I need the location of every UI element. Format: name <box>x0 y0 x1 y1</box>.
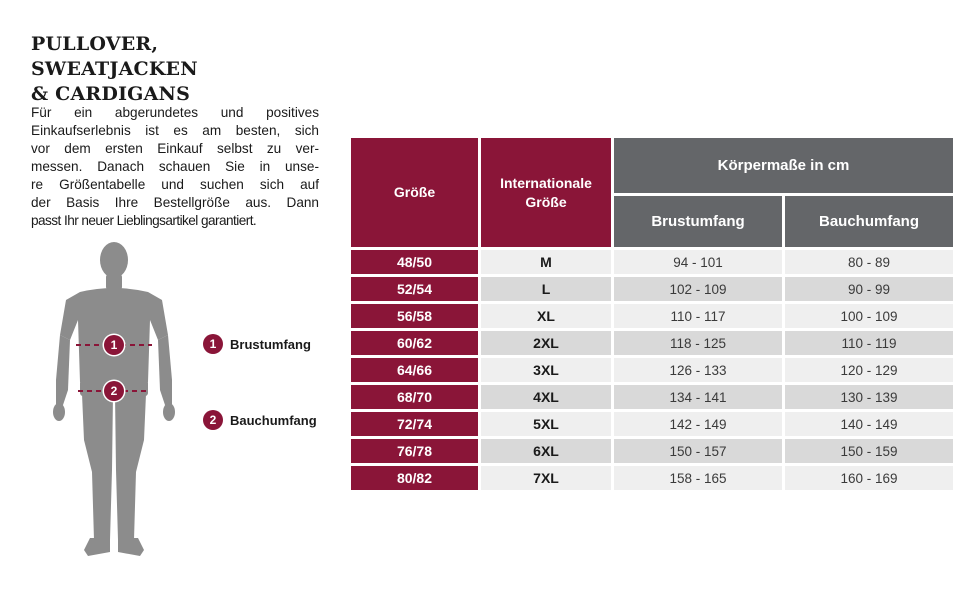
legend-label: Bauchumfang <box>230 412 317 428</box>
legend-marker: 2 <box>203 410 223 430</box>
cell-brustumfang: 134 - 141 <box>614 385 782 409</box>
cell-brustumfang: 150 - 157 <box>614 439 782 463</box>
cell-size: 76/78 <box>351 439 478 463</box>
table-row <box>351 277 953 301</box>
page-title-line-1: PULLOVER, SWEATJACKEN <box>31 33 198 80</box>
legend-marker: 1 <box>203 334 223 354</box>
intro-line: Für ein abgerundetes und positives <box>31 105 319 120</box>
measurement-figure <box>40 240 190 580</box>
cell-size: 64/66 <box>351 358 478 382</box>
cell-size: 72/74 <box>351 412 478 436</box>
cell-size: 80/82 <box>351 466 478 490</box>
cell-brustumfang: 126 - 133 <box>614 358 782 382</box>
cell-bauchumfang: 110 - 119 <box>785 331 953 355</box>
table-row <box>351 358 953 382</box>
cell-bauchumfang: 130 - 139 <box>785 385 953 409</box>
cell-bauchumfang: 90 - 99 <box>785 277 953 301</box>
cell-bauchumfang: 100 - 109 <box>785 304 953 328</box>
intro-line: der Basis Ihre Bestellgröße aus. Dann <box>31 195 319 210</box>
header-intl-line-2: Größe <box>525 193 567 210</box>
cell-brustumfang: 102 - 109 <box>614 277 782 301</box>
cell-bauchumfang: 150 - 159 <box>785 439 953 463</box>
intro-line: vor dem ersten Einkauf selbst zu ver- <box>31 141 319 156</box>
legend-label: Brustumfang <box>230 336 311 352</box>
intro-text <box>31 104 319 230</box>
cell-intl-size: 5XL <box>481 412 611 436</box>
table-row <box>351 250 953 274</box>
table-row <box>351 466 953 490</box>
figure-marker-bauch: 2 <box>104 381 124 401</box>
cell-intl-size: L <box>481 277 611 301</box>
cell-intl-size: 6XL <box>481 439 611 463</box>
cell-size: 68/70 <box>351 385 478 409</box>
page-title-line-2: & CARDIGANS <box>31 83 191 105</box>
legend-item-bauchumfang <box>203 410 317 430</box>
header-bauchumfang: Bauchumfang <box>785 196 953 247</box>
cell-size: 56/58 <box>351 304 478 328</box>
table-row <box>351 304 953 328</box>
intro-line: passt Ihr neuer Lieblingsartikel garantiert. <box>31 213 257 228</box>
cell-bauchumfang: 140 - 149 <box>785 412 953 436</box>
legend-item-brustumfang <box>203 334 311 354</box>
cell-bauchumfang: 80 - 89 <box>785 250 953 274</box>
cell-bauchumfang: 160 - 169 <box>785 466 953 490</box>
cell-brustumfang: 142 - 149 <box>614 412 782 436</box>
size-table <box>348 135 956 493</box>
cell-bauchumfang: 120 - 129 <box>785 358 953 382</box>
header-internationale-groesse <box>481 138 611 247</box>
header-koerpermasse: Körpermaße in cm <box>614 138 953 193</box>
header-brustumfang: Brustumfang <box>614 196 782 247</box>
human-silhouette-icon <box>40 240 190 580</box>
header-intl-line-1: Internationale <box>500 174 592 191</box>
header-groesse: Größe <box>351 138 478 247</box>
figure-marker-brust: 1 <box>104 335 124 355</box>
table-row <box>351 385 953 409</box>
cell-size: 60/62 <box>351 331 478 355</box>
cell-intl-size: 7XL <box>481 466 611 490</box>
page-title <box>31 32 331 107</box>
cell-intl-size: 4XL <box>481 385 611 409</box>
table-row <box>351 439 953 463</box>
cell-size: 48/50 <box>351 250 478 274</box>
cell-size: 52/54 <box>351 277 478 301</box>
cell-brustumfang: 110 - 117 <box>614 304 782 328</box>
intro-line: messen. Danach schauen Sie in unse- <box>31 159 319 174</box>
cell-intl-size: 2XL <box>481 331 611 355</box>
cell-brustumfang: 158 - 165 <box>614 466 782 490</box>
cell-brustumfang: 94 - 101 <box>614 250 782 274</box>
table-row <box>351 331 953 355</box>
cell-intl-size: 3XL <box>481 358 611 382</box>
intro-line: Einkaufserlebnis ist es am besten, sich <box>31 123 319 138</box>
cell-brustumfang: 118 - 125 <box>614 331 782 355</box>
cell-intl-size: XL <box>481 304 611 328</box>
cell-intl-size: M <box>481 250 611 274</box>
intro-line: re Größentabelle und suchen sich auf <box>31 177 319 192</box>
table-row <box>351 412 953 436</box>
